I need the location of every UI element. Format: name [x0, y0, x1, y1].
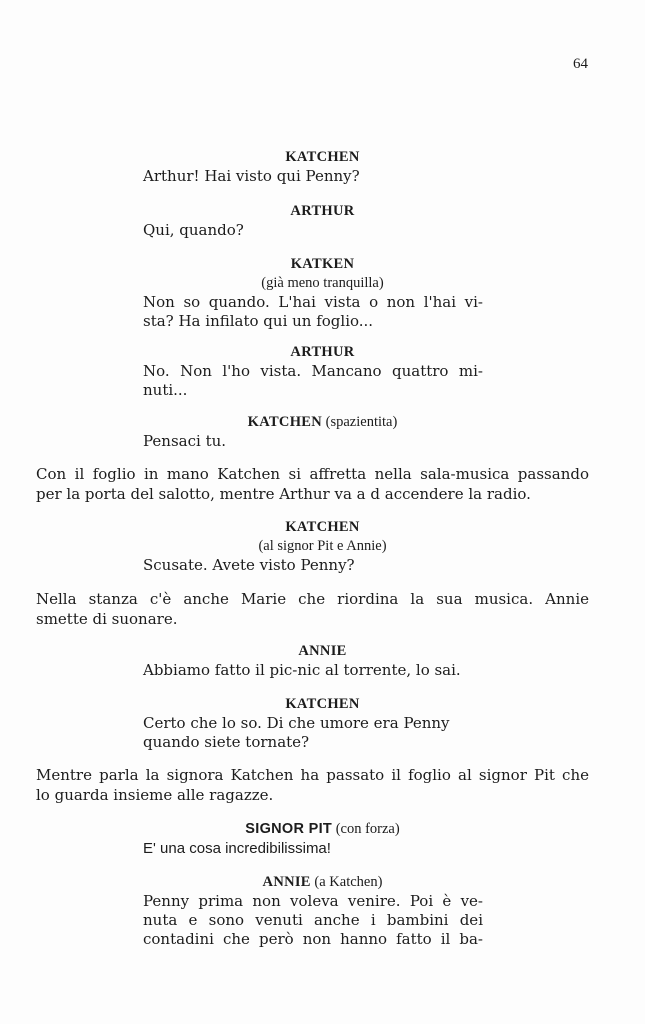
- dialogue-line: Qui, quando?: [143, 221, 244, 239]
- speaker-name: KATCHEN: [285, 696, 360, 712]
- stage-direction: [36, 589, 589, 629]
- speaker-name: KATCHEN: [285, 519, 360, 535]
- stage-line: Mentre parla la signora Katchen ha passato il foglio al signor Pit che: [36, 766, 589, 784]
- stage-line: Con il foglio in mano Katchen si affretta nella sala-musica passando: [36, 465, 589, 483]
- stage-line: lo guarda insieme alle ragazze.: [36, 786, 274, 804]
- dialogue-block: [0, 343, 645, 400]
- dialogue-block: [0, 820, 645, 858]
- dialogue-block: [0, 695, 645, 752]
- dialogue-line: sta? Ha infilato qui un foglio...: [143, 312, 374, 330]
- speaker-name: ARTHUR: [290, 203, 355, 219]
- stage-line: per la porta del salotto, mentre Arthur va a d accendere la radio.: [36, 485, 531, 503]
- dialogue-line: Arthur! Hai visto qui Penny?: [143, 167, 360, 185]
- dialogue-line: nuta e sono venuti anche i bambini dei: [143, 911, 483, 929]
- dialogue-block: [0, 202, 645, 240]
- speaker-name: KATKEN: [290, 256, 355, 272]
- speaker-name: SIGNOR PIT (con forza): [245, 821, 400, 837]
- parenthetical: (al signor Pit e Annie): [258, 538, 387, 554]
- stage-line: Nella stanza c'è anche Marie che riordina la sua musica. Annie: [36, 590, 589, 608]
- page-number: 64: [573, 56, 588, 72]
- dialogue-block: [0, 255, 645, 331]
- stage-line: smette di suonare.: [36, 610, 178, 628]
- dialogue-block: [0, 642, 645, 680]
- speaker-name: KATCHEN (spazientita): [247, 414, 398, 430]
- speaker-name: ARTHUR: [290, 344, 355, 360]
- dialogue-block: [0, 518, 645, 575]
- stage-direction: [36, 765, 589, 805]
- speaker-name: KATCHEN: [285, 149, 360, 165]
- speaker-note: (spazientita): [325, 414, 398, 430]
- dialogue-block: [0, 873, 645, 949]
- dialogue-line: Certo che lo so. Di che umore era Penny: [143, 714, 450, 732]
- dialogue-line: Pensaci tu.: [143, 432, 227, 450]
- speaker-note: (con forza): [335, 821, 400, 837]
- speaker-name: ANNIE: [298, 643, 347, 659]
- stage-direction: [36, 464, 589, 504]
- dialogue-line: nuti...: [143, 381, 188, 399]
- dialogue-line: No. Non l'ho vista. Mancano quattro mi-: [143, 362, 483, 380]
- dialogue-line: Scusate. Avete visto Penny?: [143, 556, 355, 574]
- dialogue-line: Non so quando. L'hai vista o non l'hai vi-: [143, 293, 483, 311]
- dialogue-line: contadini che però non hanno fatto il ba-: [143, 930, 483, 948]
- speaker-note: (a Katchen): [314, 874, 383, 890]
- dialogue-line: Abbiamo fatto il pic-nic al torrente, lo sai.: [143, 661, 461, 679]
- dialogue-line: Penny prima non voleva venire. Poi è ve-: [143, 892, 483, 910]
- speaker-name: ANNIE (a Katchen): [262, 874, 383, 890]
- parenthetical: (già meno tranquilla): [261, 275, 384, 291]
- dialogue-line: E' una cosa incredibilissima!: [143, 840, 331, 857]
- dialogue-block: [0, 148, 645, 186]
- dialogue-block: [0, 413, 645, 451]
- dialogue-line: quando siete tornate?: [143, 733, 310, 751]
